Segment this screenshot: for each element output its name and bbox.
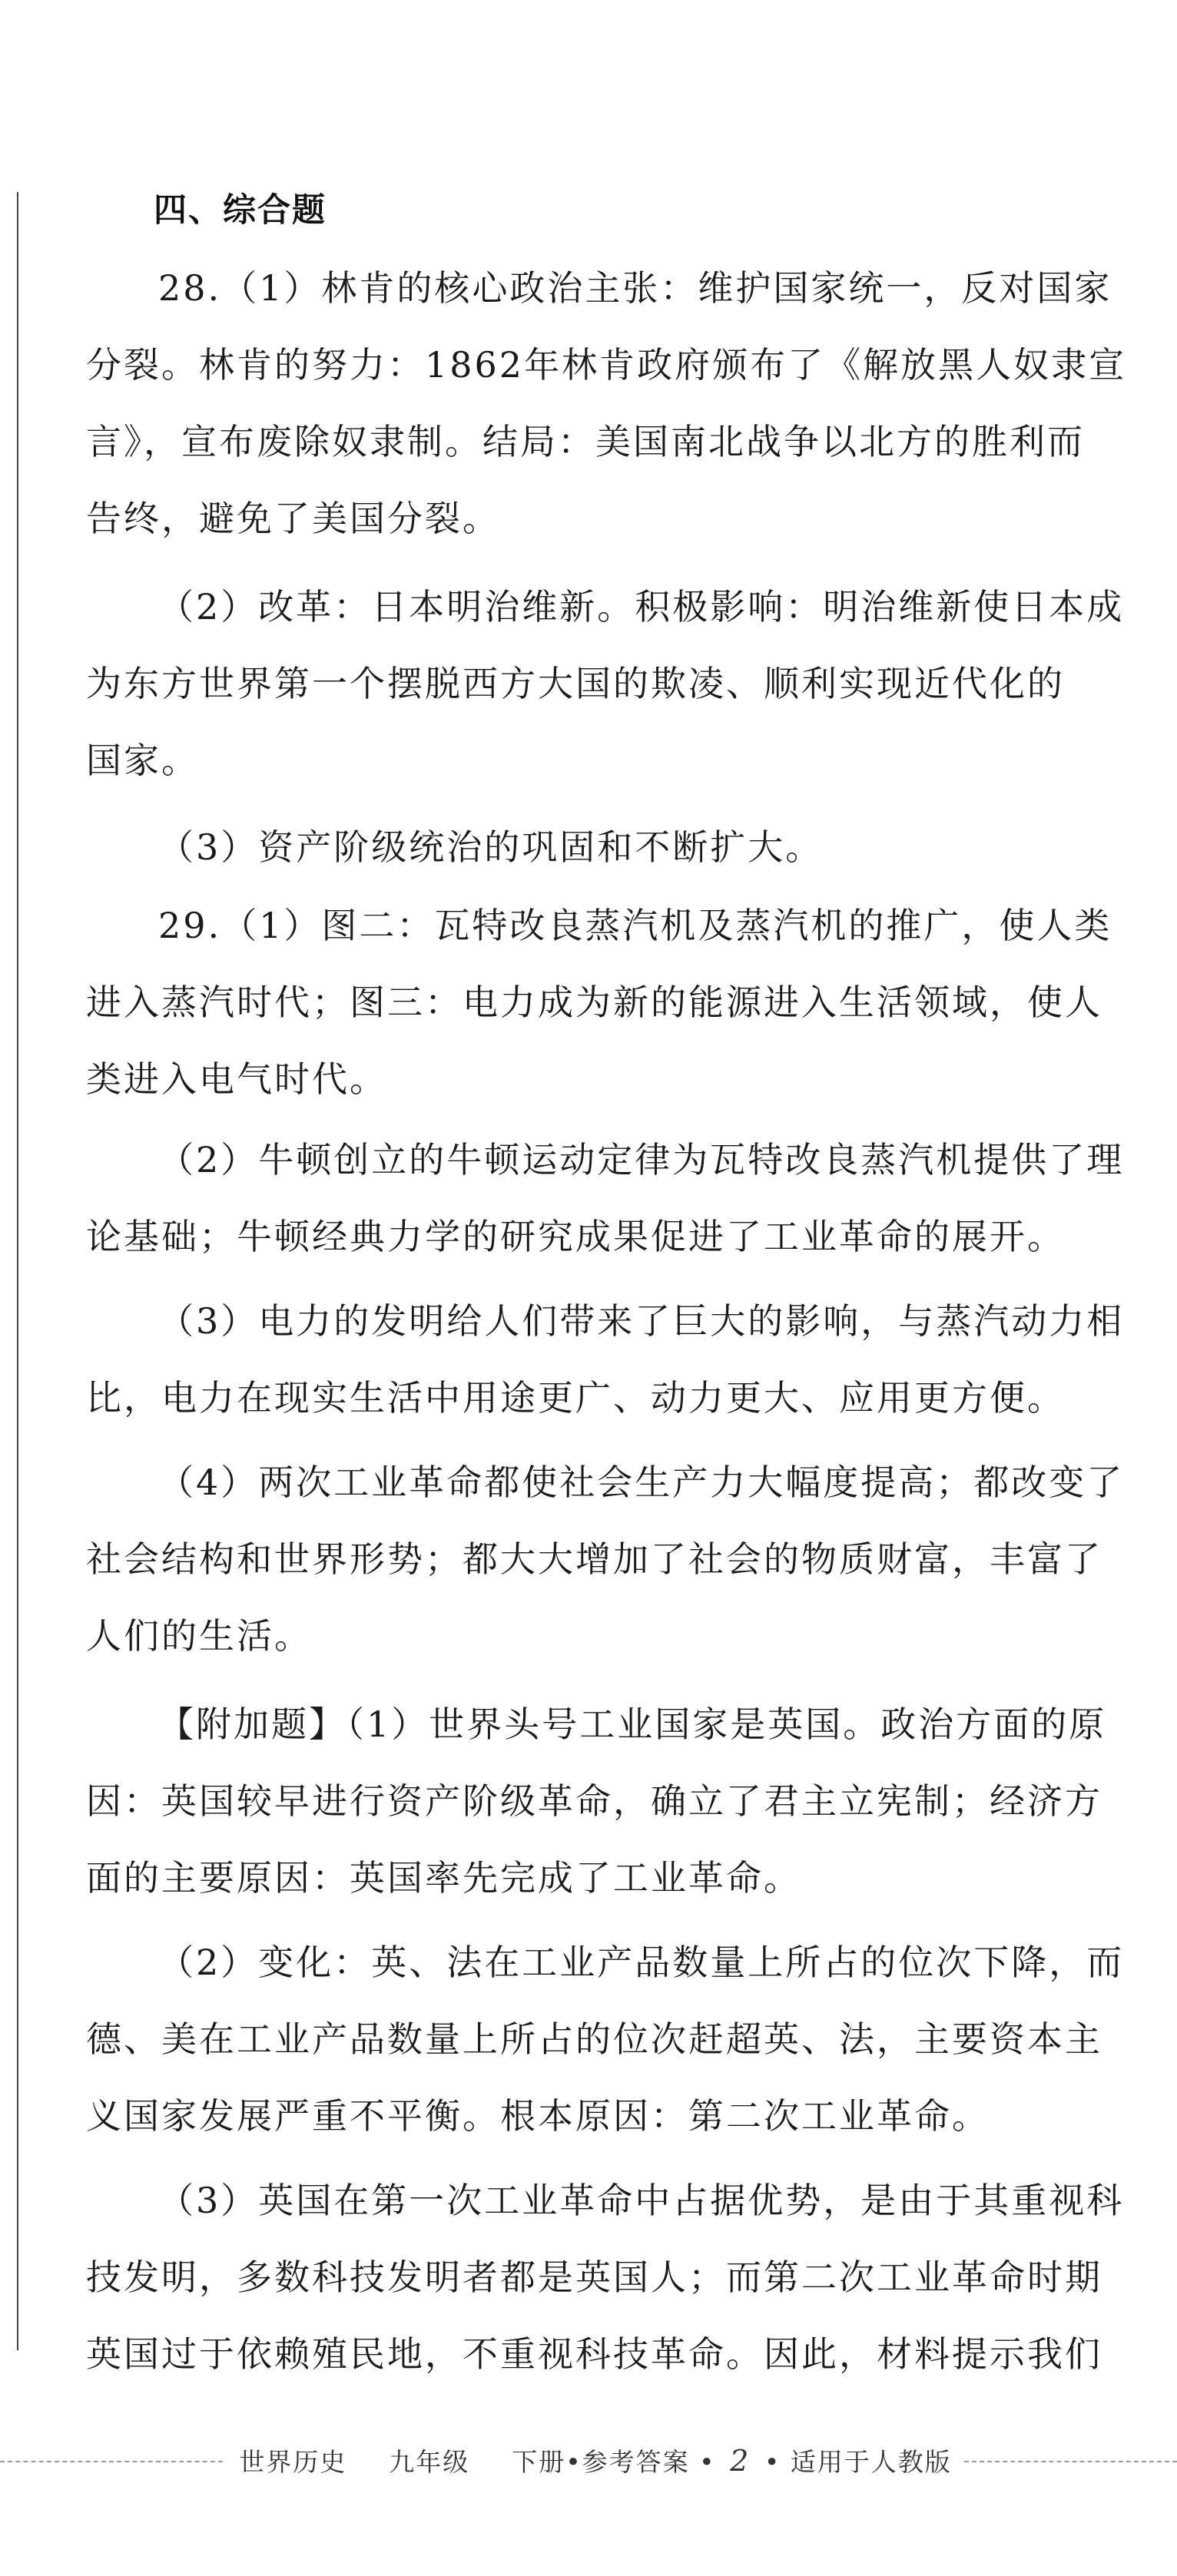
text-line: 因：英国较早进行资产阶级革命，确立了君主立宪制；经济方 [86, 1780, 1102, 1822]
footer-bullet: • [565, 2447, 582, 2477]
page-footer [230, 2442, 960, 2478]
text-line: 比，电力在现实生活中用途更广、动力更大、应用更方便。 [86, 1377, 1065, 1419]
text-line: 英国过于依赖殖民地，不重视科技革命。因此，材料提示我们 [86, 2333, 1102, 2375]
text-line: 论基础；牛顿经典力学的研究成果促进了工业革命的展开。 [86, 1216, 1065, 1257]
text-line: 28.（1）林肯的核心政治主张：维护国家统一，反对国家 [158, 267, 1112, 309]
footer-subject: 世界历史 [239, 2447, 347, 2477]
footer-grade: 九年级 [389, 2447, 470, 2477]
text-line: 言》，宣布废除奴隶制。结局：美国南北战争以北方的胜利而 [86, 421, 1085, 462]
text-line: 进入蒸汽时代；图三：电力成为新的能源进入生活领域，使人 [86, 982, 1102, 1023]
text-line: 社会结构和世界形势；都大大增加了社会的物质财富，丰富了 [86, 1538, 1102, 1580]
paragraph-q29-1 [86, 887, 1112, 1117]
footer-edition: 适用于人教版 [790, 2447, 952, 2477]
text-line: 分裂。林肯的努力：1862年林肯政府颁布了《解放黑人奴隶宣 [86, 344, 1127, 386]
text-line: 德、美在工业产品数量上所占的位次赶超英、法，主要资本主 [86, 2018, 1102, 2060]
text-line: （2）牛顿创立的牛顿运动定律为瓦特改良蒸汽机提供了理 [158, 1139, 1125, 1180]
text-line: 类进入电气时代。 [86, 1058, 387, 1100]
footer-bullet: • [699, 2447, 716, 2477]
text-line: 告终，避免了美国分裂。 [86, 498, 500, 539]
footer-volume: 下册 [512, 2447, 566, 2477]
paragraph-q29-4 [86, 1444, 1125, 1674]
page-number: 2 [730, 2444, 751, 2478]
section-title: 四、综合题 [154, 191, 327, 230]
paragraph-q28-2 [86, 568, 1125, 799]
paragraph-q29-2 [86, 1121, 1125, 1275]
paragraph-q28-1 [86, 250, 1127, 557]
left-margin-rule [17, 192, 18, 2350]
text-line: 义国家发展严重不平衡。根本原因：第二次工业革命。 [86, 2095, 990, 2137]
text-line: （3）资产阶级统治的巩固和不断扩大。 [158, 826, 824, 868]
paragraph-bonus-2 [86, 1924, 1125, 2154]
text-line: 29.（1）图二：瓦特改良蒸汽机及蒸汽机的推广，使人类 [158, 905, 1112, 946]
text-line: 技发明，多数科技发明者都是英国人；而第二次工业革命时期 [86, 2256, 1102, 2298]
paragraph-bonus-1 [86, 1686, 1107, 1916]
text-line: （3）电力的发明给人们带来了巨大的影响，与蒸汽动力相 [158, 1300, 1125, 1342]
text-line: （2）变化：英、法在工业产品数量上所占的位次下降，而 [158, 1942, 1125, 1983]
paragraph-bonus-3 [86, 2162, 1125, 2392]
footer-dashed-rule-left [0, 2461, 223, 2462]
text-line: （4）两次工业革命都使社会生产力大幅度提高；都改变了 [158, 1462, 1125, 1503]
text-line: 为东方世界第一个摆脱西方大国的欺凌、顺利实现近代化的 [86, 663, 1065, 704]
text-line: （3）英国在第一次工业革命中占据优势，是由于其重视科 [158, 2180, 1125, 2221]
text-line: 人们的生活。 [86, 1615, 312, 1657]
footer-dashed-rule-right [964, 2461, 1177, 2462]
text-line: 面的主要原因：英国率先完成了工业革命。 [86, 1857, 801, 1899]
text-line: 【附加题】（1）世界头号工业国家是英国。政治方面的原 [158, 1704, 1107, 1745]
footer-answer-label: 参考答案 [582, 2447, 690, 2477]
text-line: 国家。 [86, 740, 199, 781]
footer-bullet: • [764, 2447, 781, 2477]
paragraph-q29-3 [86, 1283, 1125, 1436]
text-line: （2）改革：日本明治维新。积极影响：明治维新使日本成 [158, 586, 1125, 627]
paragraph-q28-3 [86, 809, 1085, 886]
